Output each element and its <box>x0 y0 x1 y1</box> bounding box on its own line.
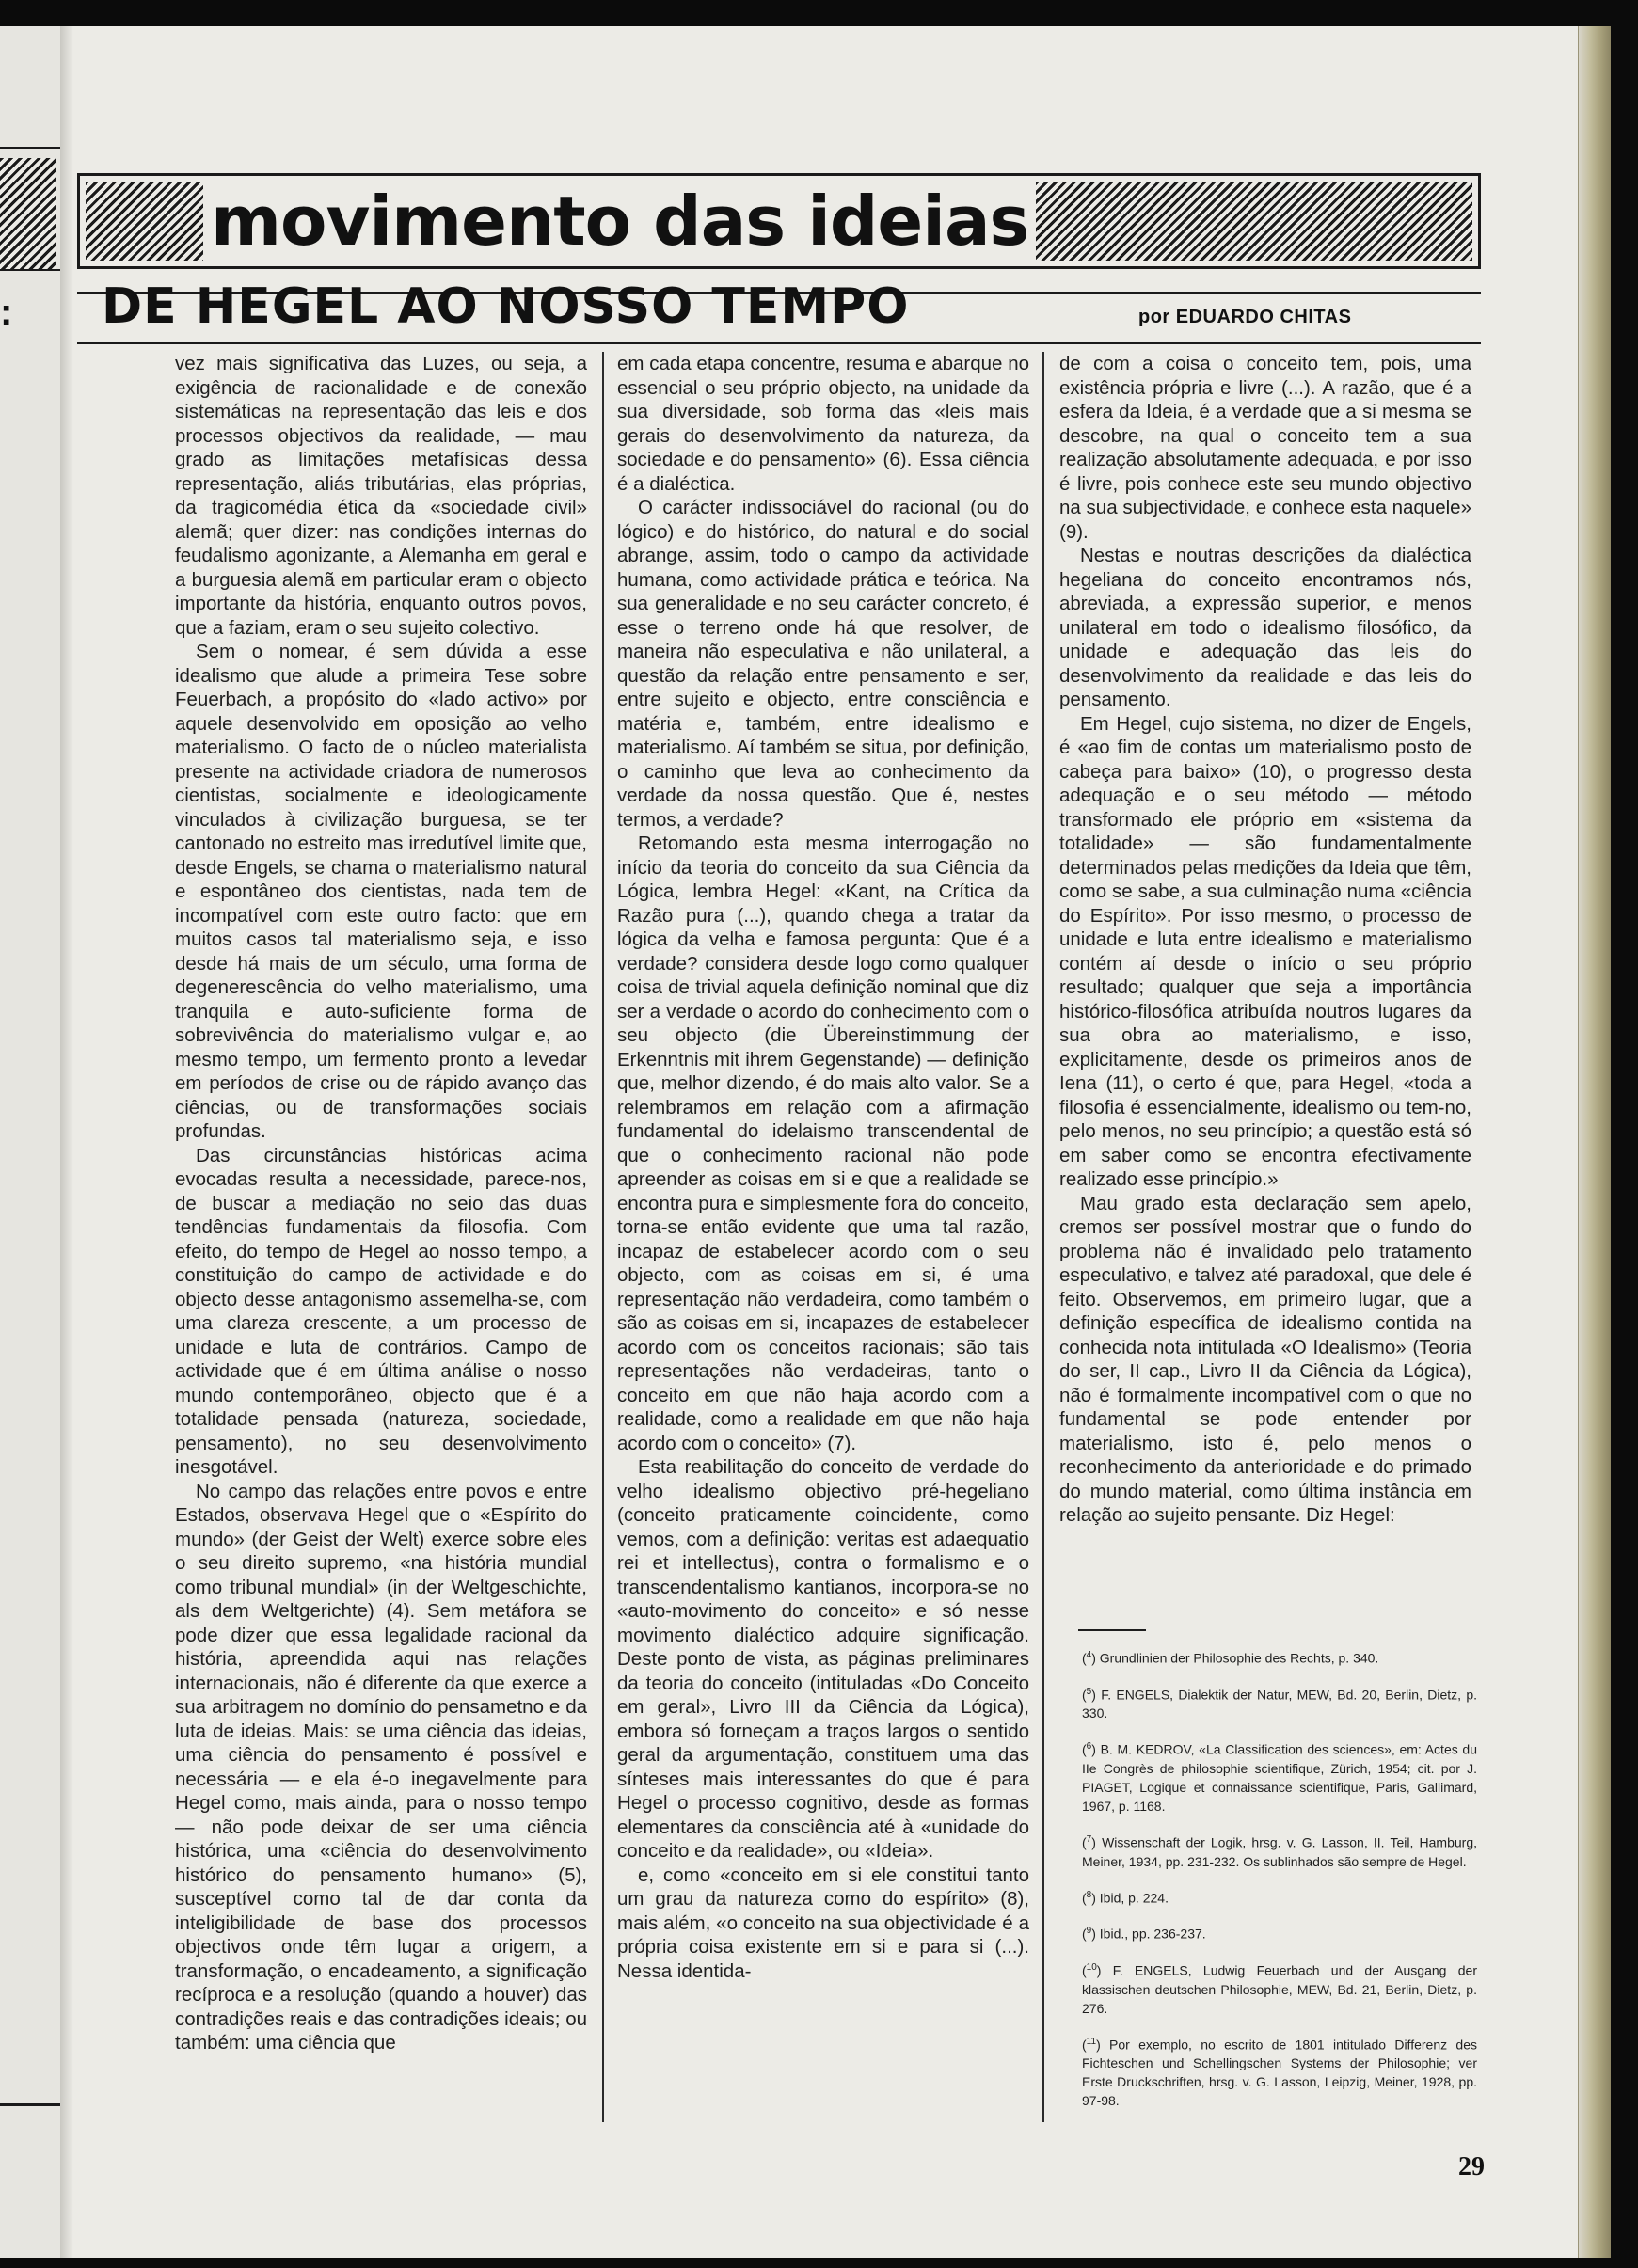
footnote-number: 11 <box>1086 2036 1097 2047</box>
paragraph: de com a coisa o conceito tem, pois, uma existência própria e livre (...). A razão, que é a esfera da Ideia, é a verdade que a si mesma se descobre, na qual o conceito tem a sua realização absolutamente adequada, e por isso é livre, pois conhece este seu mundo objectivo na sua subjectividade, e conhece esta naquele» (9). <box>1059 353 1471 543</box>
paragraph: Mau grado esta declaração sem apelo, cremos ser possível mostrar que o fundo do problema não é invalidado pelo tratamento especulativo, e talvez até paradoxal, que dele é feito. Observemos, em primeiro lugar, que a definição específica de idealismo contida na conhecida nota intitulada «O Idealismo» (Teoria do ser, II cap., Livro II da Ciência da Lógica), não é formalmente incompatível com o que no fundamental se pode entender por materialismo, isto é, pelo menos o reconhecimento da anterioridade e do primado do mundo material, como última instância em relação ao sujeito pensante. Diz Hegel: <box>1059 1192 1471 1526</box>
footnote-text: F. ENGELS, Dialektik der Natur, MEW, Bd. 20, Berlin, Dietz, p. 330. <box>1082 1687 1477 1721</box>
footnote-number: 9 <box>1086 1926 1092 1937</box>
paragraph: vez mais significativa das Luzes, ou seja, a exigência de racionalidade e de conexão sistemáticas na representação das leis e dos processos objectivos da realidade, — mau grado as limitações metafísicas dessa representação, aliás tributárias, elas próprias, da tragicomédia ética da «sociedade civil» alemã; quer dizer: nas condições internas do feudalismo agonizante, a Alemanha em geral e a burguesia alemã em particular eram o objecto importante da história, enquanto outros povos, que a faziam, eram o seu sujeito colectivo. <box>175 353 587 639</box>
binding-gutter <box>60 26 73 2258</box>
footnote: ($^{11}$) Por exemplo, no escrito de 1801 intitulado Differenz des Fichteschen und Schellingschen Systems der Philosophie; ver Erste Druckschriften, hrsg. v. G. Lasson, Leipzig, Meiner, 1928, pp. 97-98. <box>1082 2036 1477 2109</box>
footnote: ($^{10}$) F. ENGELS, Ludwig Feuerbach und der Ausgang der klassischen deutschen Philosophie, MEW, Bd. 21, Berlin, Dietz, p. 276. <box>1082 1961 1477 2016</box>
footnote: ($^7$) Wissenschaft der Logik, hrsg. v. G. Lasson, II. Teil, Hamburg, Meiner, 1934, pp. 231-232. Os sublinhados são sempre de Hegel. <box>1082 1833 1477 1869</box>
paragraph: Sem o nomear, é sem dúvida a esse idealismo que alude a primeira Tese sobre Feuerbach, a propósito do «lado activo» por aquele desenvolvido em oposição ao velho materialismo. O facto de o núcleo materialista presente na actividade criadora de numerosos cientistas, socialmente e ideologicamente vinculados à civilização burguesa, se ter cantonado no estreito mas irredutível limite que, desde Engels, se chama o materialismo natural e espontâneo dos cientistas, nada tem de incompatível com este outro facto: que em muitos casos tal materialismo seja, e isso desde há mais de um século, uma forma de degenerescência do velho materialismo, uma tranquila e auto-suficiente forma de sobrevivência do materialismo vulgar e, ao mesmo tempo, um fermento pronto a levedar em períodos de crise ou de rápido avanço das ciências, ou de transformações sociais profundas. <box>175 641 587 1142</box>
column-divider <box>1042 352 1044 2122</box>
footnote-number: 7 <box>1086 1833 1092 1845</box>
footnote: ($^9$) Ibid., pp. 236-237. <box>1082 1926 1206 1942</box>
paragraph: e, como «conceito em si ele constitui tanto um grau da natureza como do espírito» (8), mais além, «o conceito na sua objectividade é a própria coisa existente em si e para si (...). Nessa identida- <box>617 1864 1029 1982</box>
article-title: DE HEGEL AO NOSSO TEMPO <box>102 278 910 335</box>
footnote-number: 6 <box>1086 1741 1092 1753</box>
footnote: ($^5$) F. ENGELS, Dialektik der Natur, MEW, Bd. 20, Berlin, Dietz, p. 330. <box>1082 1686 1477 1721</box>
footnote-text: Ibid., pp. 236-237. <box>1099 1926 1206 1942</box>
footnote: ($^8$) Ibid, p. 224. <box>1082 1889 1169 1906</box>
paragraph: No campo das relações entre povos e entre Estados, observava Hegel que o «Espírito do mundo» (der Geist der Welt) exerce sobre eles o seu direito supremo, «na história mundial como tribunal mundial» (in der Weltgeschichte, als dem Weltgerichte) (4). Sem metáfora se pode dizer que essa legalidade racional da história, apreendida aqui nas relações internacionais, não é diferente da que exerce a sua arbitragem no domínio do pensametno e da luta de ideias. Mais: se uma ciência das ideias, uma ciência do pensamento é possível e necessária — e ela é-o inegavelmente para Hegel como, mais ainda, para o nosso tempo — não pode deixar de ser uma ciência histórica, uma «ciência do desenvolvimento histórico do pensamento humano» (5), susceptível como tal de dar conta da inteligibilidade de base dos processos objectivos onde têm lugar a origem, a transformação, o encadeamento, a significação recíproca e a resolução (quando a houver) das contradições reais e das contradições ideais; ou também: uma ciência que <box>175 1480 587 2054</box>
section-banner <box>77 173 1481 269</box>
byline: por EDUARDO CHITAS <box>1138 307 1352 327</box>
footnote-number: 8 <box>1086 1889 1092 1900</box>
previous-page-edge <box>0 26 62 2258</box>
previous-page-rule <box>0 147 60 149</box>
footnotes <box>1082 1646 1477 2125</box>
paragraph: Retomando esta mesma interrogação no início da teoria do conceito da sua Ciência da Lógica, lembra Hegel: «Kant, na Crítica da Razão pura (...), quando chega a tratar da lógica da velha e famosa pergunta: Que é a verdade? considera desde logo como qualquer coisa de trivial aquela definição nominal que diz ser a verdade o acordo do conhecimento com o seu objecto (die Übereinstimmung der Erkenntnis mit ihrem Gegenstande) — definição que, melhor dizendo, é do mais alto valor. Se a relembramos em relação com a afirmação fundamental do idelaismo transcendental de que o conhecimento racional não pode apreender as coisas em si e que a realidade se encontra pura e simplesmente fora do conceito, torna-se então evidente que uma tal razão, incapaz de estabelecer acordo com o seu objecto, com as coisas em si, é uma representação não verdadeira, como também o são as coisas em si, incapazes de estabelecer acordo com os conceitos racionais; são tais representações não verdadeiras, tanto o conceito em que não haja acordo com a realidade, como a realidade em que não haja acordo com o conceito» (7). <box>617 833 1029 1454</box>
banner-hatch-left <box>86 182 203 261</box>
page-number: 29 <box>1458 2152 1485 2181</box>
footnote-text: Ibid, p. 224. <box>1099 1890 1169 1906</box>
previous-page-rule <box>0 269 60 271</box>
footnote: ($^4$) Grundlinien der Philosophie des Rechts, p. 340. <box>1082 1650 1379 1666</box>
paragraph: em cada etapa concentre, resuma e abarque no essencial o seu próprio objecto, na unidade da sua diversidade, sob forma das «leis mais gerais do desenvolvimento da natureza, da sociedade e do pensamento» (6). Essa ciência é a dialéctica. <box>617 353 1029 495</box>
section-title: movimento das ideias <box>211 182 1029 261</box>
footnote-text: Por exemplo, no escrito de 1801 intitulado Differenz des Fichteschen und Schellingschen Systems der Philosophie; ver Erste Druckschriften, hrsg. v. G. Lasson, Leipzig, Meiner, 1928, pp. 97-98. <box>1082 2037 1477 2109</box>
header-bottom-rule <box>77 342 1481 344</box>
footnote-number: 5 <box>1086 1686 1092 1697</box>
paragraph: Das circunstâncias históricas acima evocadas resulta a necessidade, parece-nos, de buscar a mediação no seio das duas tendências fundamentais da filosofia. Com efeito, do tempo de Hegel ao nosso tempo, a constituição do campo de actividade e do objecto desse antagonismo assemelha-se, com uma clareza crescente, a um processo de unidade e luta de contrários. Campo de actividade que é em última análise o nosso mundo contemporâneo, objecto que é a totalidade pensada (natureza, sociedade, pensamento), no seu desenvolvimento inesgotável. <box>175 1144 587 1478</box>
paragraph: O carácter indissociável do racional (ou do lógico) e do histórico, do natural e do social abrange, assim, todo o campo da actividade humana, como actividade prática e teórica. Na sua generalidade e no seu carácter concreto, é esse o terreno onde há que resolver, de maneira não especulativa e não unilateral, a questão da relação entre pensamento e ser, entre sujeito e objecto, entre consciência e matéria e, também, entre idealismo e materialismo. Aí também se situa, por definição, o caminho que leva ao conhecimento da verdade da nossa questão. Que é, nestes termos, a verdade? <box>617 497 1029 831</box>
previous-page-headline-fragment: : <box>0 292 13 333</box>
footnote-rule <box>1078 1629 1146 1631</box>
text-column-1 <box>175 352 587 2055</box>
footnote-text: F. ENGELS, Ludwig Feuerbach und der Ausgang der klassischen deutschen Philosophie, MEW, Bd. 21, Berlin, Dietz, p. 276. <box>1082 1962 1477 2016</box>
footnote-text: B. M. KEDROV, «La Classification des sciences», em: Actes du IIe Congrès de philosophie scientifique, Zürich, 1954; cit. por J. PIAGET, Logique et connaissance scientifique, Paris, Gallimard, 1967, p. 1168. <box>1082 1741 1477 1814</box>
previous-page-bottom-rule <box>0 2103 60 2106</box>
column-divider <box>602 352 604 2122</box>
text-column-3 <box>1059 352 1471 1528</box>
paragraph: Em Hegel, cujo sistema, no dizer de Engels, é «ao fim de contas um materialismo posto de cabeça para baixo» (10), o progresso desta adequação e o seu método — método transformado ele próprio em «sistema da totalidade» — são fundamentalmente determinados pelas medições da Ideia que têm, como se sabe, a sua culminação numa «ciência do Espírito». Por isso mesmo, o processo de unidade e luta entre idealismo e materialismo contém aí desde o início o seu próprio resultado; qualquer que seja a importância histórico-filosófica atribuída noutros lugares da sua obra ao materialismo, e isso, explicitamente, desde os primeiros anos de Iena (11), o certo é que, para Hegel, «toda a filosofia é essencialmente, idealismo ou tem-no, pelo menos, no seu princípio; a questão está só em saber como se encontra efectivamente realizado esse princípio.» <box>1059 712 1471 1190</box>
magazine-page <box>0 26 1611 2258</box>
banner-hatch-right <box>1036 182 1472 261</box>
footnote-text: Grundlinien der Philosophie des Rechts, p. 340. <box>1099 1650 1379 1666</box>
footnote-number: 10 <box>1086 1961 1097 1973</box>
paragraph: Esta reabilitação do conceito de verdade do velho idealismo objectivo pré-hegeliano (conceito praticamente coincidente, como vemos, com a definição: veritas est adaequatio rei et intellectus), contra o formalismo e o transcendentalismo kantianos, incorpora-se no «auto-movimento do conceito» e só nesse movimento dialéctico adquire significação. Deste ponto de vista, as páginas preliminares da teoria do conceito (intituladas «Do Conceito em geral», Livro III da Ciência da Lógica), embora só forneçam a traços largos o sentido geral da argumentação, constituem uma das sínteses mais interessantes do que é para Hegel o processo cognitivo, desde as formas elementares da consciência até à «unidade do conceito e da realidade», ou «Ideia». <box>617 1456 1029 1862</box>
footnote-number: 4 <box>1086 1650 1092 1660</box>
footnote-text: Wissenschaft der Logik, hrsg. v. G. Lasson, II. Teil, Hamburg, Meiner, 1934, pp. 231-232. Os sublinhados são sempre de Hegel. <box>1082 1834 1477 1869</box>
previous-page-hatch-decoration <box>0 158 56 269</box>
page-stack-edge <box>1578 26 1611 2258</box>
paragraph: Nestas e noutras descrições da dialéctica hegeliana do conceito encontramos nós, abreviada, a expressão superior, e menos unilateral em todo o idealismo filosófico, da unidade e adequação das leis do desenvolvimento da realidade e das leis do pensamento. <box>1059 545 1471 710</box>
footnote: ($^6$) B. M. KEDROV, «La Classification des sciences», em: Actes du IIe Congrès de philosophie scientifique, Zürich, 1954; cit. por J. PIAGET, Logique et connaissance scientifique, Paris, Gallimard, 1967, p. 1168. <box>1082 1741 1477 1814</box>
text-column-2 <box>617 352 1029 1983</box>
